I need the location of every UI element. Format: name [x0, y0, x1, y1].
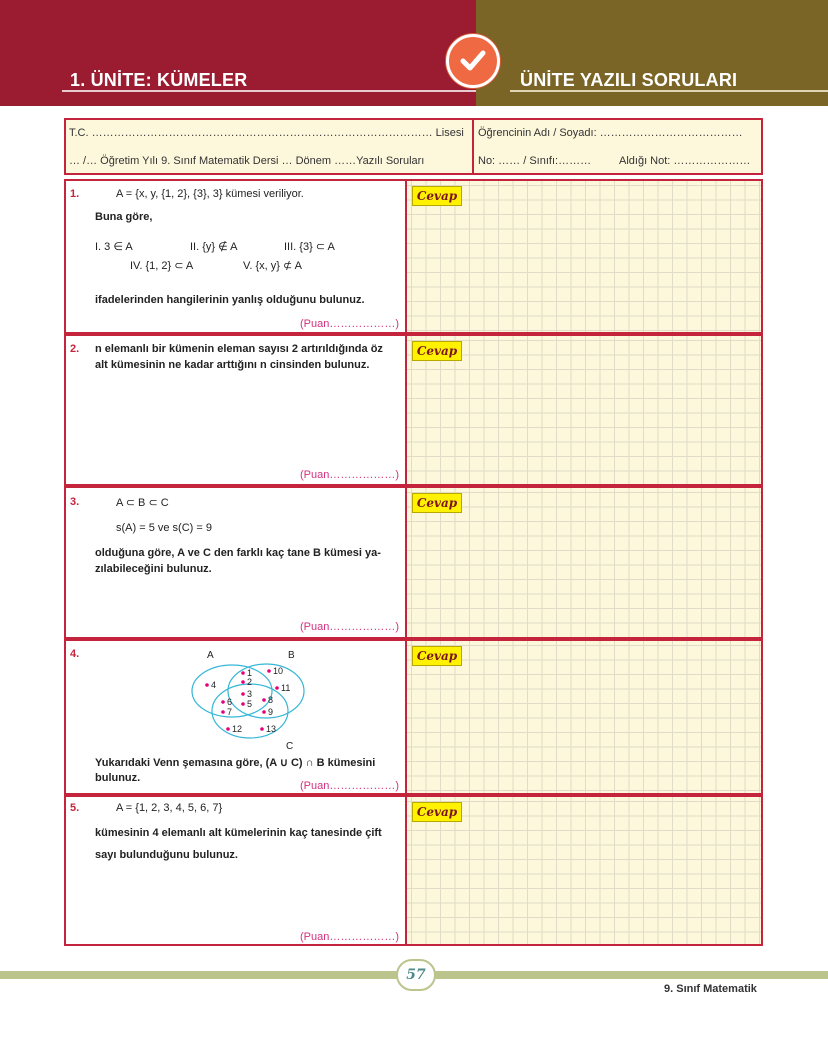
answer-grid[interactable] [407, 488, 761, 637]
page-number: 57 [396, 959, 436, 991]
venn-element: 7 [227, 707, 233, 717]
question-1 [64, 179, 763, 334]
answer-label: Cevap [412, 186, 462, 206]
statement-iii: III. {3} ⊂ A [284, 241, 335, 253]
venn-element: 10 [273, 666, 284, 676]
question-1-text-area [66, 181, 405, 332]
question-4-text-area [66, 641, 405, 793]
venn-element: 5 [247, 699, 253, 709]
footer-subject: 9. Sınıf Matematik [664, 983, 757, 995]
statement-v: V. {x, y} ⊄ A [243, 260, 302, 272]
venn-label-b: B [288, 650, 295, 661]
score-field: (Puan………………) [299, 931, 399, 943]
venn-element: 1 [247, 668, 253, 678]
answer-label: Cevap [412, 646, 462, 666]
venn-diagram [66, 645, 405, 755]
school-line: T.C. ………………………………………………………………………………… Lisesi [69, 127, 464, 139]
statement-ii: II. {y} ∉ A [190, 241, 238, 253]
score-field: (Puan………………) [299, 780, 399, 792]
answer-grid[interactable] [407, 181, 761, 332]
question-5 [64, 795, 763, 946]
statement-i: I. 3 ∈ A [95, 241, 133, 253]
question-5-text-area [66, 797, 405, 944]
venn-element: 6 [227, 697, 233, 707]
venn-element: 4 [211, 680, 217, 690]
venn-label-a: A [207, 650, 214, 661]
exam-line: … /… Öğretim Yılı 9. Sınıf Matematik Dersi … Dönem ……Yazılı Soruları [69, 155, 425, 167]
answer-grid[interactable] [407, 797, 761, 944]
question-line: kümesinin 4 elemanlı alt kümelerinin kaç tanesinde çift [95, 827, 382, 839]
answer-label: Cevap [412, 802, 462, 822]
question-line: A = {1, 2, 3, 4, 5, 6, 7} [116, 802, 223, 814]
score-field: (Puan………………) [299, 469, 399, 481]
question-2 [64, 334, 763, 486]
info-divider [472, 120, 474, 173]
venn-element: 12 [232, 724, 243, 734]
venn-element: 11 [281, 683, 291, 693]
question-line: bulunuz. [95, 772, 141, 784]
question-line: s(A) = 5 ve s(C) = 9 [116, 522, 212, 534]
question-line: olduğuna göre, A ve C den farklı kaç tane B kümesi ya- [95, 547, 381, 559]
question-line: A = {x, y, {1, 2}, {3}, 3} kümesi veriliyor. [116, 188, 304, 200]
venn-element: 13 [266, 724, 277, 734]
question-number: 2. [70, 343, 80, 355]
statement-iv: IV. {1, 2} ⊂ A [130, 260, 194, 272]
student-name-field: Öğrencinin Adı / Soyadı: ………………………………… [478, 127, 743, 139]
question-3-text-area [66, 488, 405, 637]
question-line: Buna göre, [95, 211, 153, 223]
student-number-class-field: No: …… / Sınıfı:……… [478, 155, 592, 167]
question-number: 1. [70, 188, 80, 200]
unit-title: 1. ÜNİTE: KÜMELER [70, 70, 248, 90]
question-2-text-area [66, 336, 405, 484]
venn-element: 3 [247, 689, 253, 699]
question-line: sayı bulunduğunu bulunuz. [95, 849, 238, 861]
venn-element: 9 [268, 707, 274, 717]
answer-label: Cevap [412, 493, 462, 513]
question-line: alt kümesinin ne kadar arttığını n cinsinden bulunuz. [95, 359, 370, 371]
venn-set-b [228, 664, 304, 718]
section-title: ÜNİTE YAZILI SORULARI [520, 70, 738, 90]
grade-field: Aldığı Not: ………………… [619, 155, 751, 167]
student-info-box [64, 118, 763, 175]
question-3 [64, 486, 763, 639]
question-number: 3. [70, 496, 80, 508]
question-line: A ⊂ B ⊂ C [116, 497, 169, 509]
question-number: 5. [70, 802, 80, 814]
checkmark-icon [446, 34, 500, 88]
score-field: (Puan………………) [299, 318, 399, 330]
question-line: ifadelerinden hangilerinin yanlış olduğunu bulunuz. [95, 294, 365, 306]
answer-label: Cevap [412, 341, 462, 361]
question-line: zılabileceğini bulunuz. [95, 563, 212, 575]
question-line: Yukarıdaki Venn şemasına göre, (A ∪ C) ∩ B kümesini [95, 757, 376, 769]
venn-element: 2 [247, 677, 253, 687]
answer-grid[interactable] [407, 641, 761, 793]
question-number: 4. [70, 648, 80, 660]
question-4 [64, 639, 763, 795]
answer-grid[interactable] [407, 336, 761, 484]
question-line: n elemanlı bir kümenin eleman sayısı 2 artırıldığında öz [95, 343, 383, 355]
score-field: (Puan………………) [299, 621, 399, 633]
venn-element: 8 [268, 695, 274, 705]
venn-label-c: C [286, 741, 294, 752]
